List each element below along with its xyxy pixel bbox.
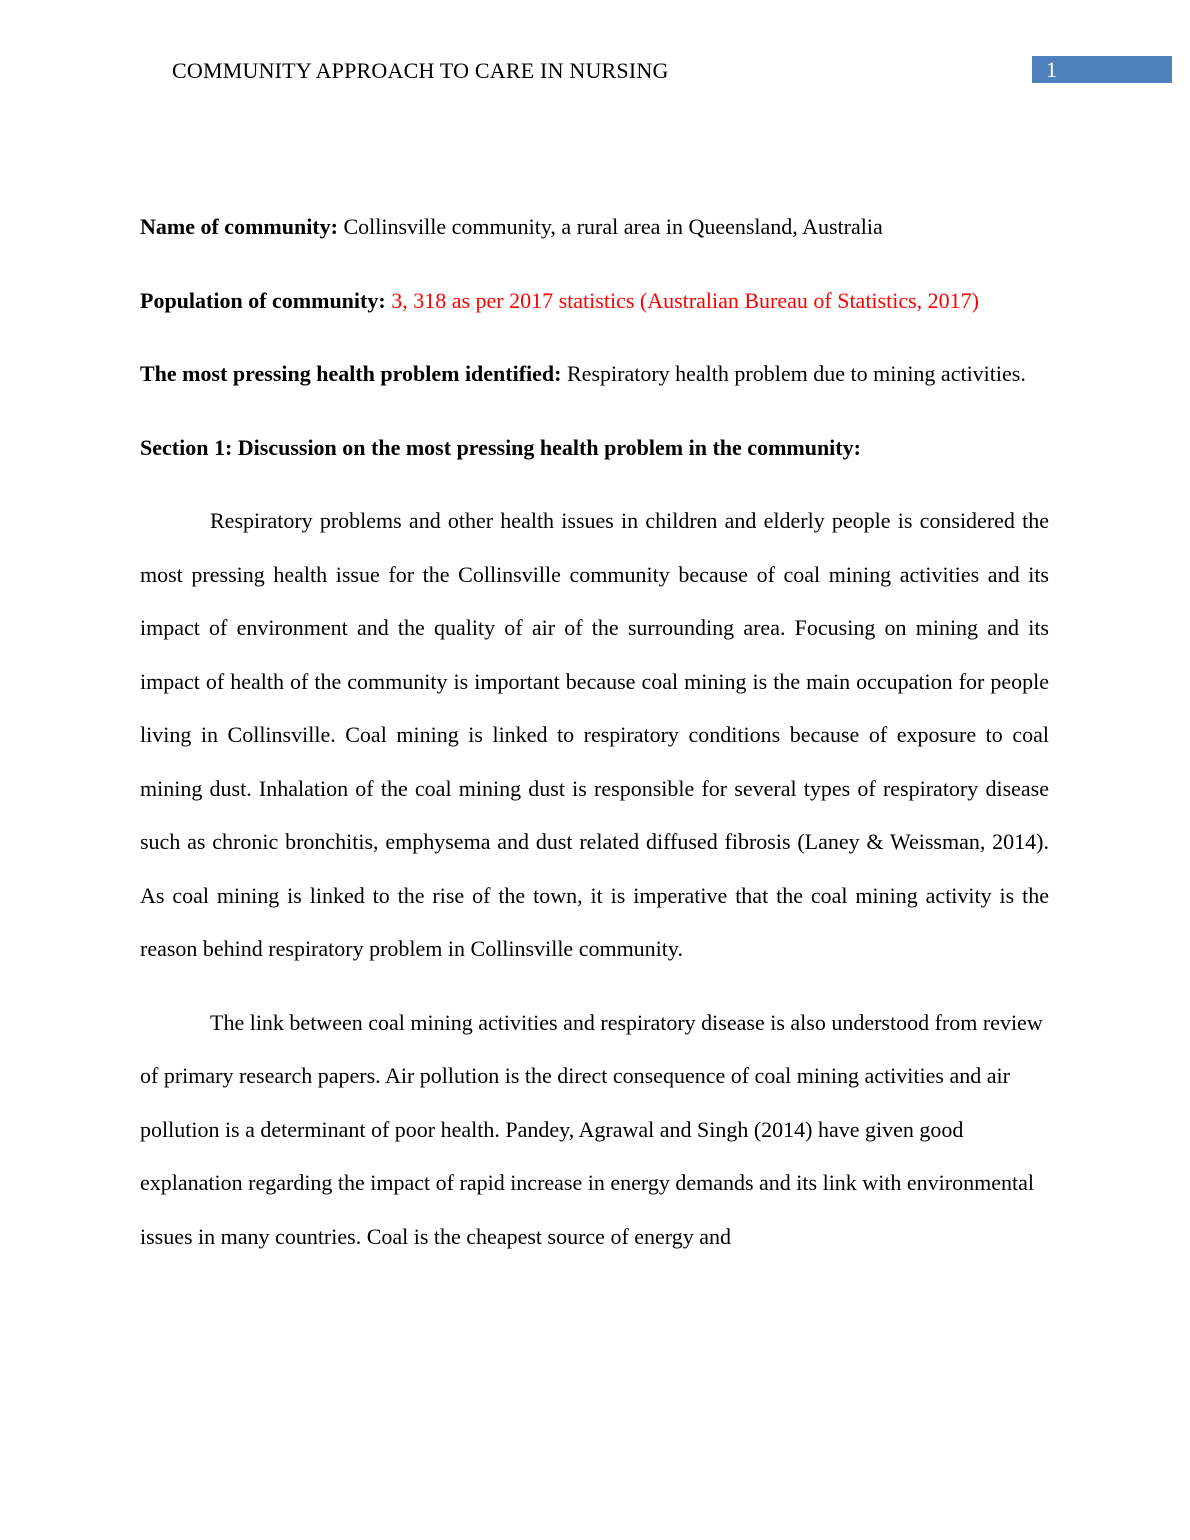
population-label: Population of community: <box>140 287 386 313</box>
population-line <box>140 274 1049 328</box>
section-1-heading-text: Section 1: Discussion on the most pressing health problem in the community: <box>140 434 861 460</box>
document-body <box>140 200 1049 1283</box>
health-problem-label: The most pressing health problem identified: <box>140 361 562 386</box>
page-number: 1 <box>1046 57 1057 82</box>
section-1-paragraph-2: The link between coal mining activities and respiratory disease is also understood from review of primary research papers. Air pollution is the direct consequence of coal mining activities and air pollution is a determinant of poor health. Pandey, Agrawal and Singh (2014) have given good explanation regarding the impact of rapid increase in energy demands and its link with environmental issues in many countries. Coal is the cheapest source of energy and <box>140 1009 1043 1249</box>
health-problem-value: Respiratory health problem due to mining activities. <box>561 361 1026 386</box>
section-1-heading <box>140 421 1049 475</box>
page-number-badge <box>1032 56 1172 83</box>
health-problem-line <box>140 347 1049 401</box>
section-1-paragraph-1: Respiratory problems and other health issues in children and elderly people is considered the most pressing health issue for the Collinsville community because of coal mining activities and its impact of environment and the quality of air of the surrounding area. Focusing on mining and its impact of health of the community is important because coal mining is the main occupation for people living in Collinsville. Coal mining is linked to respiratory conditions because of exposure to coal mining dust. Inhalation of the coal mining dust is responsible for several types of respiratory disease such as chronic bronchitis, emphysema and dust related diffused fibrosis (Laney & Weissman, 2014). As coal mining is linked to the rise of the town, it is imperative that the coal mining activity is the reason behind respiratory problem in Collinsville community. <box>140 508 1049 961</box>
community-name-value: Collinsville community, a rural area in Queensland, Australia <box>337 214 883 239</box>
community-name-label: Name of community: <box>140 214 338 239</box>
running-head: COMMUNITY APPROACH TO CARE IN NURSING <box>172 58 669 83</box>
population-value: 3, 318 as per 2017 statistics (Australian Bureau of Statistics, 2017) <box>385 287 979 313</box>
community-name-line <box>140 200 1049 254</box>
